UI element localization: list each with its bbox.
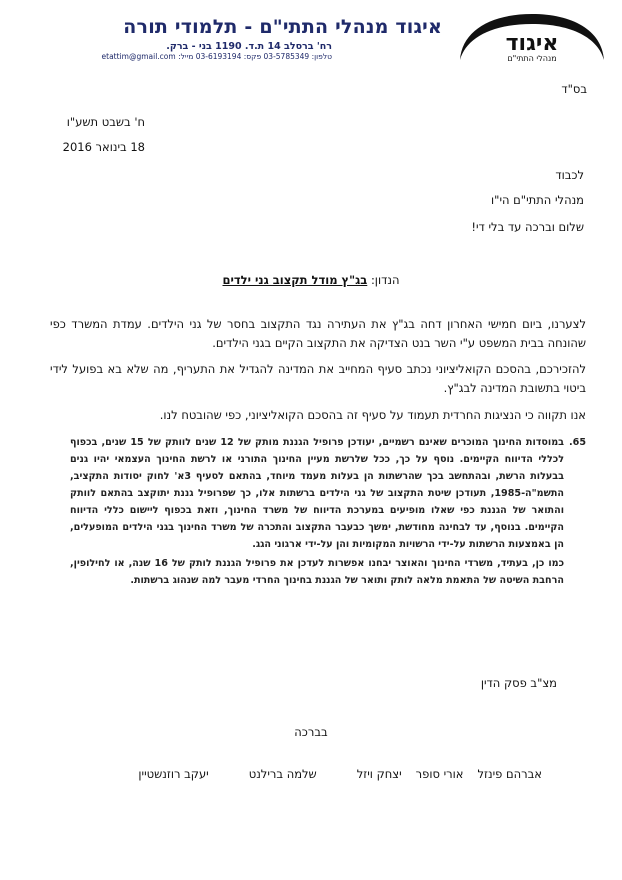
organization-address: רח' ברסלב 14 ת.ד. 1190 בני - ברק. [166, 41, 332, 52]
salutation: לכבוד [555, 168, 584, 182]
logo-subtext: מנהלי התתי"ם [507, 54, 557, 63]
logo-arch-icon [452, 8, 612, 64]
subject-text: בג"ץ מודל תקצוב גני ילדים [222, 273, 368, 287]
bsd-header: בס"ד [561, 82, 587, 96]
subject-line [0, 273, 622, 287]
signatory: אברהם פינזל [477, 767, 542, 781]
signatory: יעקב רוזנשטיין [138, 767, 209, 781]
attachment-note: מצ"ב פסק הדין [480, 676, 557, 690]
signatories [124, 767, 542, 781]
organization-title: איגוד מנהלי התתי"ם - תלמודי תורה [123, 16, 442, 38]
body-paragraph: להזכירכם, בהסכם הקואליציוני נכתב סעיף המחייב את המדינה להגדיל את התעריף, מה שלא בא בפועל לידי ביטוי בתשובת המדינה לבג"ץ. [50, 362, 586, 395]
logo-text: איגוד [505, 31, 559, 56]
closing: בברכה [294, 725, 328, 739]
subject-label: הנדון: [370, 273, 400, 287]
signatory: שלמה ברילנט [248, 767, 317, 781]
clause-paragraph: כמו כן, בעתיד, משרדי החינוך והאוצר יבחנו אפשרות לעדכן את פרופיל הגננת לותק של 16 שנה, או לחילופין, הרחבת השיטה של התאמת מלאה לותק ותואר של הגננת בחינוך החרדי מעבר למה שנהוג ברשתות. [70, 558, 564, 586]
hebrew-date: ח' בשבט תשע"ו [66, 115, 145, 129]
organization-contact: טלפון: 03-5785349 פקס: 03-6193194 מייל: etattim@gmail.com [101, 52, 332, 61]
signatory: יצחק ויזל [356, 767, 402, 781]
organization-logo [452, 8, 612, 64]
gregorian-date: 18 בינואר 2016 [62, 140, 145, 154]
letterhead [0, 0, 622, 66]
recipient: מנהלי התתי"ם הי"ו [491, 193, 584, 207]
body-paragraph: אנו תקווה כי הנציגות החרדית תעמוד על סעיף זה בהסכם הקואליציוני, כפי שהובטח לנו. [159, 408, 586, 422]
clause-paragraph: במוסדות החינוך המוכרים שאינם רשמיים, יעודכן פרופיל הגננת מותק של 12 שנים לוותק של 15 שנים, בכפוף לכללי הדיווח הקיימים. נוסף על כך, ככל שלרשת מעיין החינוך התורני או לרשת החינוך העצמאי יהיו גנים בבעלות הרשת, ובהתחשב בכך שהרשתות הן בעלות מעמד מיוחד, בהתאם לסעיף 3א' לחוק יסודות התקציב, התשמ"ה-1985, תעודכן שיטת התקצוב של גני הילדים ברשתות אלו, כך שפרופיל גננת יתוקצב בהתאם לוותק והתואר של הגננת כפי שאלו מופיעים במערכת הדיווח של משרד החינוך, וזאת בכפוף ליישום כללי הדיווח הקיימים. בנוסף, עד לבחינה מחודשת, ימשך כבעבר התקצוב והתכרה של משרד החינוך בגני הילדים המופעלים, הן באמצעות הרשתות על-ידי הרשויות המקומיות והן על-ידי ארגוני הגג. [70, 437, 564, 550]
greeting: שלום וברכה עד בלי די! [471, 220, 584, 234]
quoted-coalition-clause [70, 434, 586, 589]
clause-number: 65. [568, 437, 586, 448]
body-paragraph: לצערנו, ביום חמישי האחרון דחה בג"ץ את העתירה נגד התקצוב בחסר של גני הילדים. עמדת המשרד כפי שהונחה בבית המשפט ע"י השר בנט הצדיקה את התקצוב הקיים בגני הילדים. [50, 317, 586, 350]
signatory: אורי סופר [415, 767, 464, 781]
